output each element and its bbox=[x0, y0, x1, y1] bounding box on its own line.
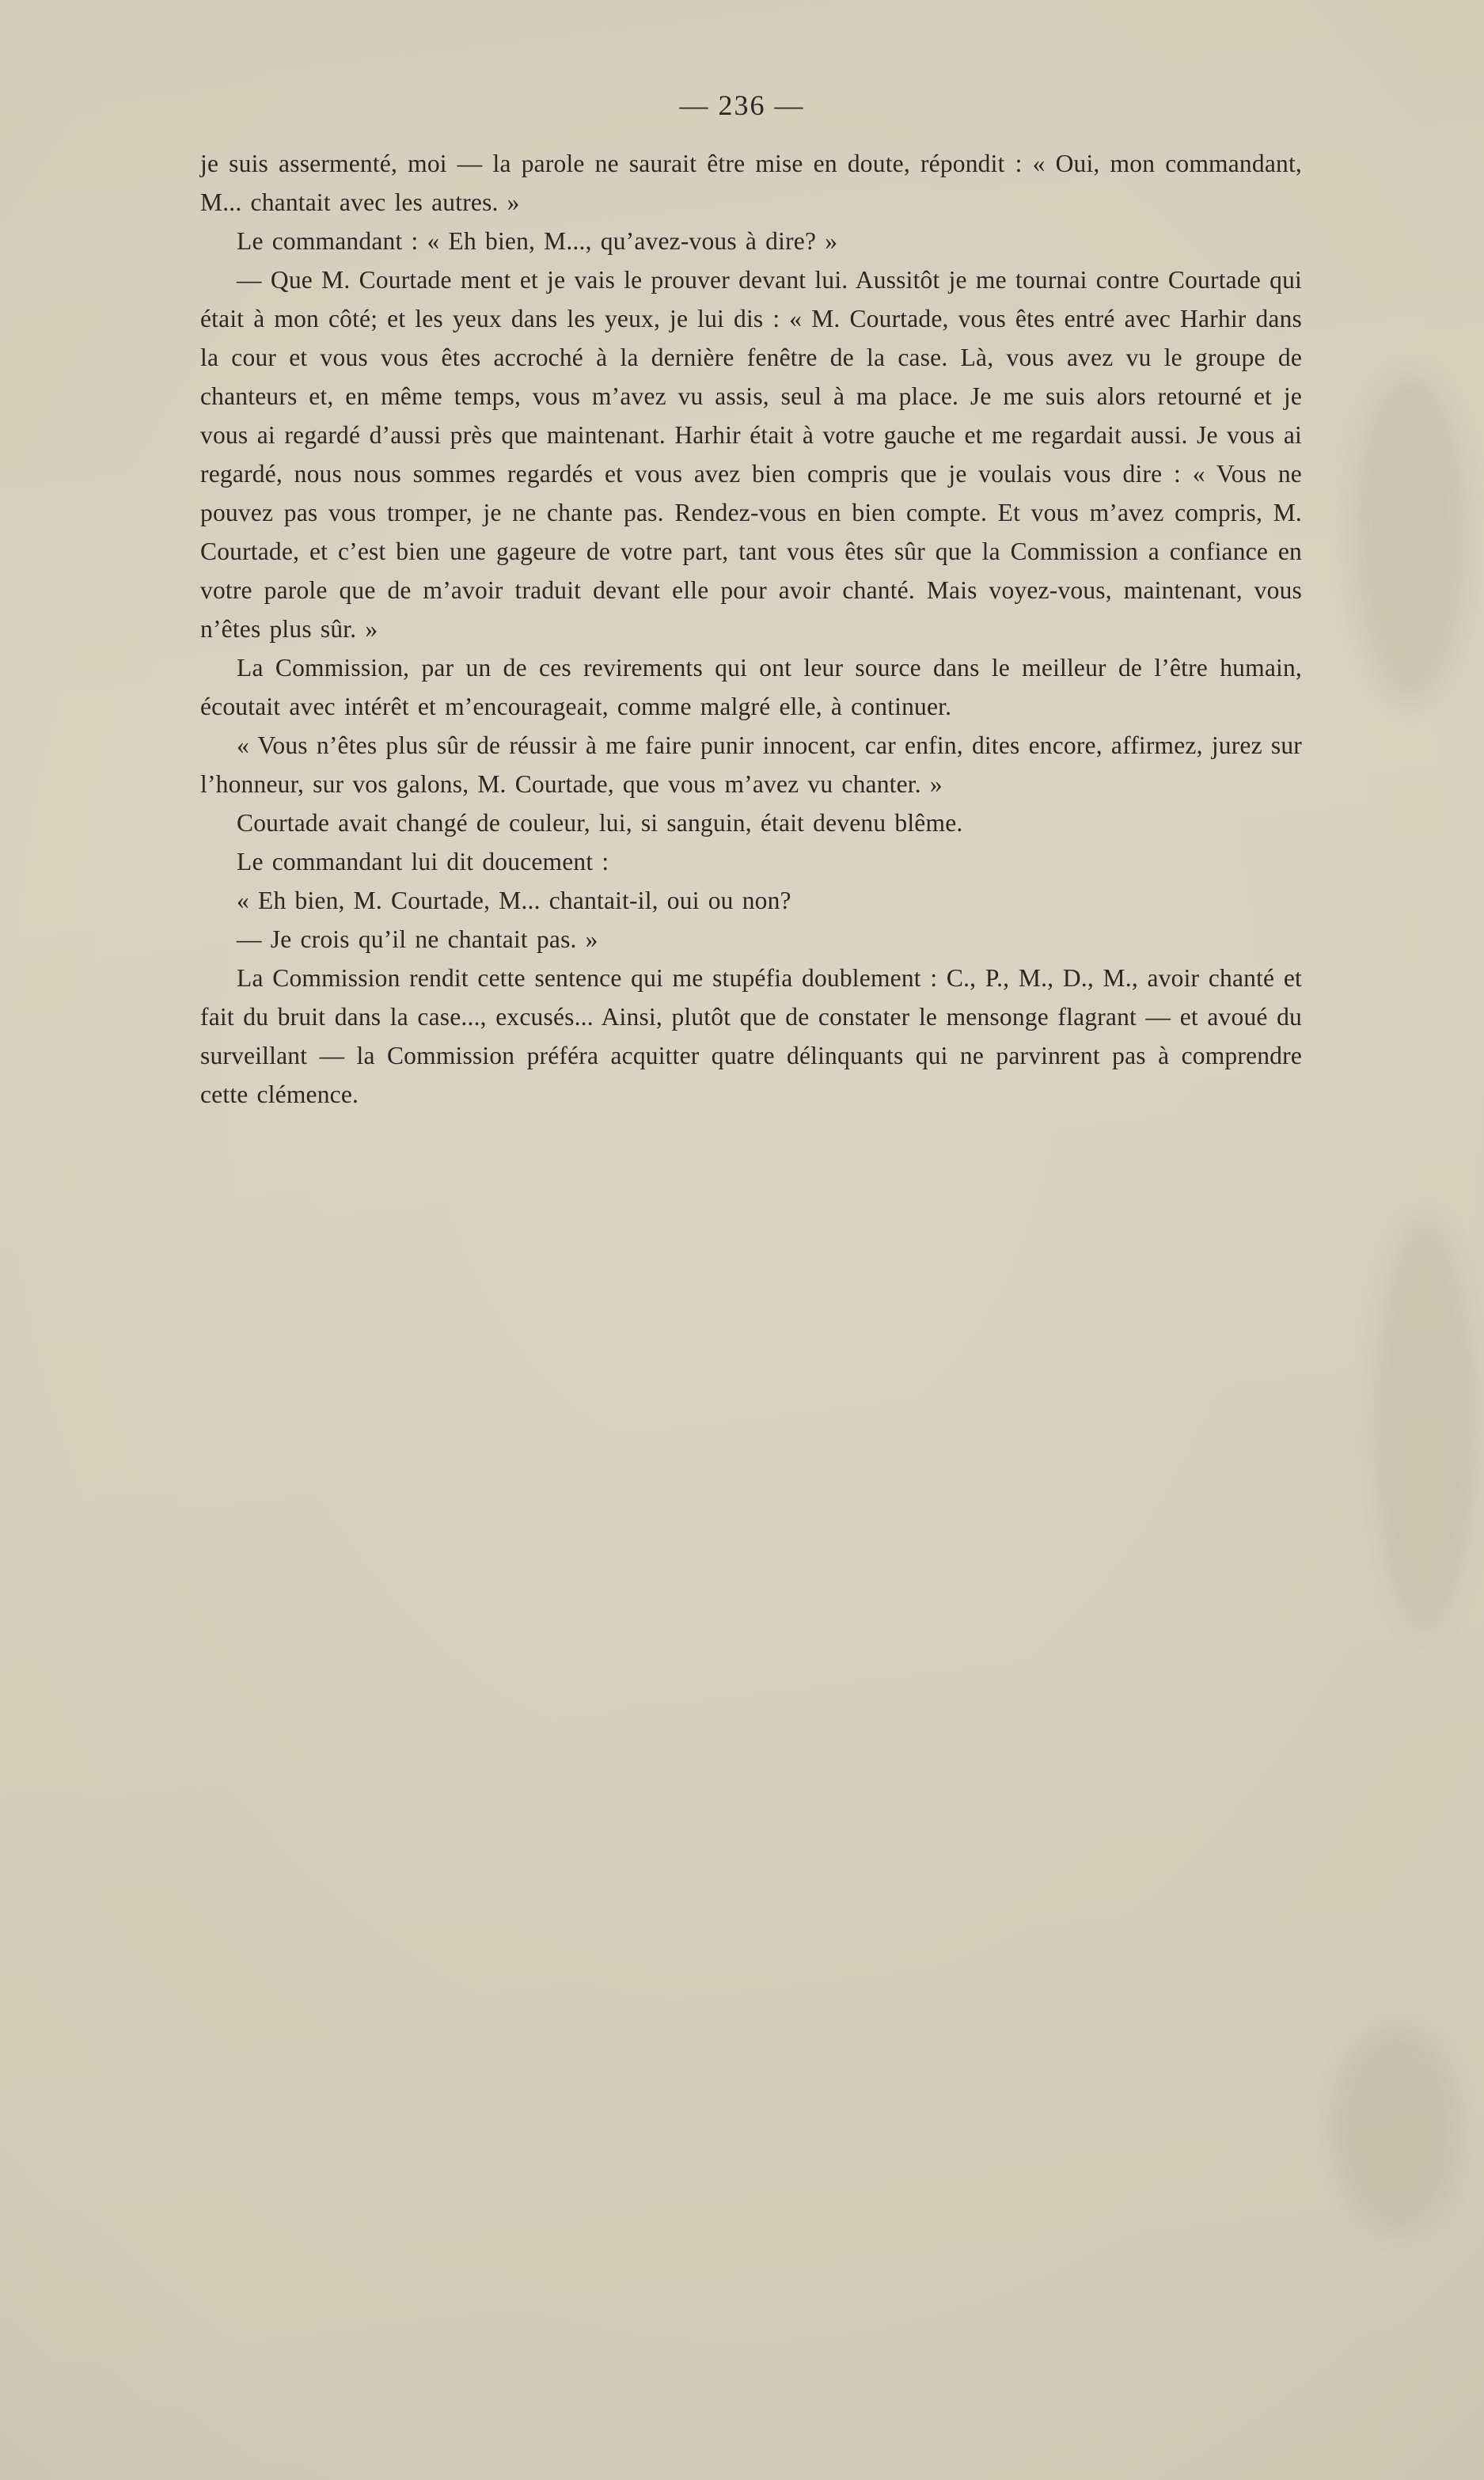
paragraph: La Commission, par un de ces revirements qui ont leur source dans le meilleur de l’être humain, écoutait avec intérêt et m’encourageait, comme malgré elle, à continuer. bbox=[200, 654, 1302, 720]
paragraph: Le commandant : « Eh bien, M..., qu’avez-vous à dire? » bbox=[237, 227, 838, 255]
paragraph: La Commission rendit cette sentence qui me stupéfia doublement : C., P., M., D., M., avoir chanté et fait du bruit dans la case..., excusés... Ainsi, plutôt que de constater le mensonge flagrant — et avoué du surveillant — la Commission préféra acquitter quatre délinquants qui ne parvinrent pas à comprendre cette clémence. bbox=[200, 964, 1302, 1108]
paragraph: je suis assermenté, moi — la parole ne saurait être mise en doute, répondit : « Oui, mon commandant, M... chantait avec les autres. » bbox=[200, 150, 1302, 216]
scan-smudge bbox=[1351, 372, 1470, 705]
page-number: — 236 — bbox=[679, 89, 805, 121]
paragraph: « Eh bien, M. Courtade, M... chantait-il, oui ou non? bbox=[237, 887, 791, 914]
page-body-text bbox=[200, 144, 1302, 1114]
scan-smudge bbox=[1373, 1219, 1476, 1631]
paragraph: — Que M. Courtade ment et je vais le prouver devant lui. Aussitôt je me tournai contre Courtade qui était à mon côté; et les yeux dans les yeux, je lui dis : « M. Courtade, vous êtes entré avec Harhir dans la cour et vous vous êtes accroché à la dernière fenêtre de la case. Là, vous avez vu le groupe de chanteurs et, en même temps, vous m’avez vu assis, seul à ma place. Je me suis alors retourné et je vous ai regardé d’aussi près que maintenant. Harhir était à votre gauche et me regardait aussi. Je vous ai regardé, nous nous sommes regardés et vous avez bien compris que je voulais vous dire : « Vous ne pouvez pas vous tromper, je ne chante pas. Rendez-vous en bien compte. Et vous m’avez compris, M. Courtade, et c’est bien une gageure de votre part, tant vous êtes sûr que la Commission a confiance en votre parole que de m’avoir traduit devant elle pour avoir chanté. Mais voyez-vous, maintenant, vous n’êtes plus sûr. » bbox=[200, 266, 1302, 643]
scan-smudge bbox=[1334, 2026, 1460, 2232]
paragraph: — Je crois qu’il ne chantait pas. » bbox=[237, 925, 598, 953]
paragraph: Courtade avait changé de couleur, lui, si sanguin, était devenu blême. bbox=[237, 809, 963, 837]
paragraph: Le commandant lui dit doucement : bbox=[237, 848, 609, 875]
paragraph: « Vous n’êtes plus sûr de réussir à me faire punir innocent, car enfin, dites encore, affirmez, jurez sur l’honneur, sur vos galons, M. Courtade, que vous m’avez vu chanter. » bbox=[200, 731, 1302, 798]
